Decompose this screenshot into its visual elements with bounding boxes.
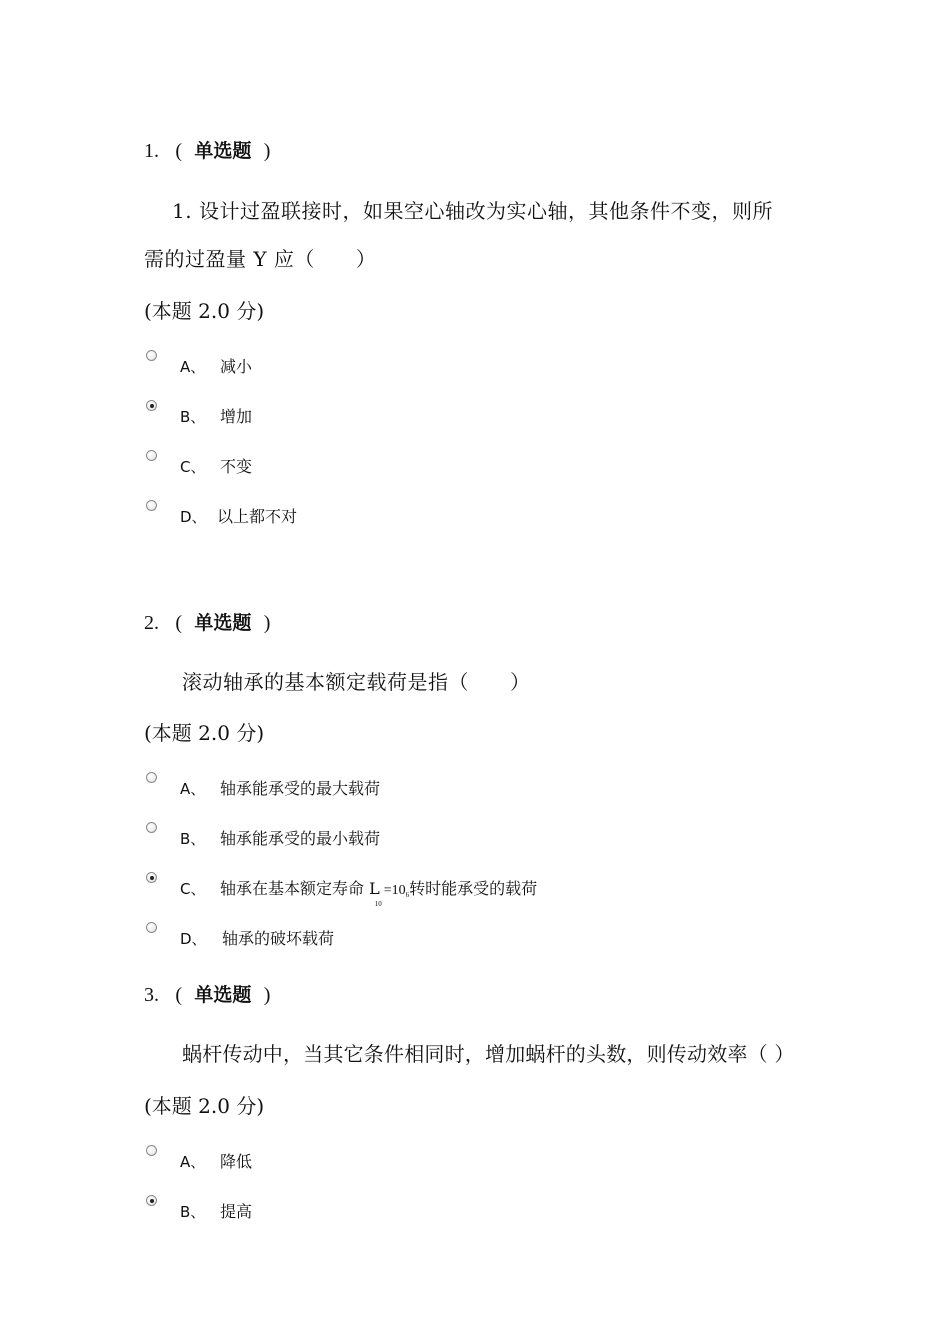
question-type-open-paren: (	[175, 612, 183, 634]
question-2-option-a-letter: A、	[180, 780, 206, 798]
option-text-part: =10	[383, 883, 406, 898]
question-1-option-a-text: 减小	[220, 357, 253, 376]
question-2-option-b-letter: B、	[180, 830, 206, 848]
question-number: 2.	[144, 612, 159, 634]
question-1-option-b-letter: B、	[180, 408, 206, 426]
question-2-option-d-text: 轴承的破坏载荷	[222, 929, 335, 948]
question-1-option-c-letter: C、	[180, 458, 206, 476]
question-2-stem-line-1: 滚动轴承的基本额定载荷是指（ ）	[182, 670, 531, 694]
option-subscript: 10	[374, 900, 382, 908]
option-superscript: 6	[405, 891, 410, 899]
question-3-header	[144, 982, 270, 1007]
question-3-stem-line-1: 蜗杆传动中，当其它条件相同时，增加蜗杆的头数，则传动效率（ ）	[182, 1042, 795, 1066]
question-2-option-b-radio[interactable]	[146, 822, 157, 833]
question-1-stem-line-1: 1. 设计过盈联接时，如果空心轴改为实心轴，其他条件不变，则所	[172, 199, 773, 223]
question-2-option-c-letter: C、	[180, 880, 206, 898]
question-1-option-a-letter: A、	[180, 358, 206, 376]
question-3-option-a-text: 降低	[220, 1152, 253, 1171]
question-2-option-b-text: 轴承能承受的最小载荷	[220, 829, 381, 848]
question-1-option-b-radio[interactable]	[146, 400, 157, 411]
question-2-option-a-radio[interactable]	[146, 772, 157, 783]
question-2-header	[144, 610, 270, 635]
question-1-option-b-text: 增加	[220, 407, 253, 426]
question-type-open-paren: (	[175, 140, 183, 162]
question-2-option-c-radio[interactable]	[146, 872, 157, 883]
question-1-stem-line-2: 需的过盈量 Y 应（ ）	[144, 247, 377, 271]
question-1-option-d-letter: D、	[180, 508, 207, 526]
question-2-option-c-text	[220, 879, 538, 908]
question-type-label: 单选题	[194, 140, 252, 162]
question-type-open-paren: (	[175, 984, 183, 1006]
question-2-option-d-radio[interactable]	[146, 922, 157, 933]
question-1-option-a-radio[interactable]	[146, 350, 157, 361]
option-text-part: 转时能承受的载荷	[409, 879, 538, 898]
question-3-option-b-letter: B、	[180, 1203, 206, 1221]
question-1-option-d-text: 以上都不对	[217, 507, 298, 526]
question-number: 1.	[144, 140, 159, 162]
question-1-option-c-radio[interactable]	[146, 450, 157, 461]
question-3-option-a-letter: A、	[180, 1153, 206, 1171]
question-2-option-d-letter: D、	[180, 930, 207, 948]
question-1-header	[144, 138, 270, 163]
question-3-option-b-text: 提高	[220, 1202, 253, 1221]
question-type-close-paren: )	[263, 140, 271, 162]
option-text-part: 轴承在基本额定寿命 L	[220, 879, 380, 898]
question-3-option-a-radio[interactable]	[146, 1145, 157, 1156]
question-type-close-paren: )	[263, 984, 271, 1006]
question-1-option-c-text: 不变	[220, 457, 253, 476]
question-number: 3.	[144, 984, 159, 1006]
question-1-score: (本题 2.0 分)	[144, 299, 265, 323]
question-type-label: 单选题	[194, 612, 252, 634]
question-type-label: 单选题	[194, 984, 252, 1006]
question-3-option-b-radio[interactable]	[146, 1195, 157, 1206]
question-2-score: (本题 2.0 分)	[144, 721, 265, 745]
question-1-option-d-radio[interactable]	[146, 500, 157, 511]
question-3-score: (本题 2.0 分)	[144, 1094, 265, 1118]
question-type-close-paren: )	[263, 612, 271, 634]
question-2-option-a-text: 轴承能承受的最大载荷	[220, 779, 381, 798]
